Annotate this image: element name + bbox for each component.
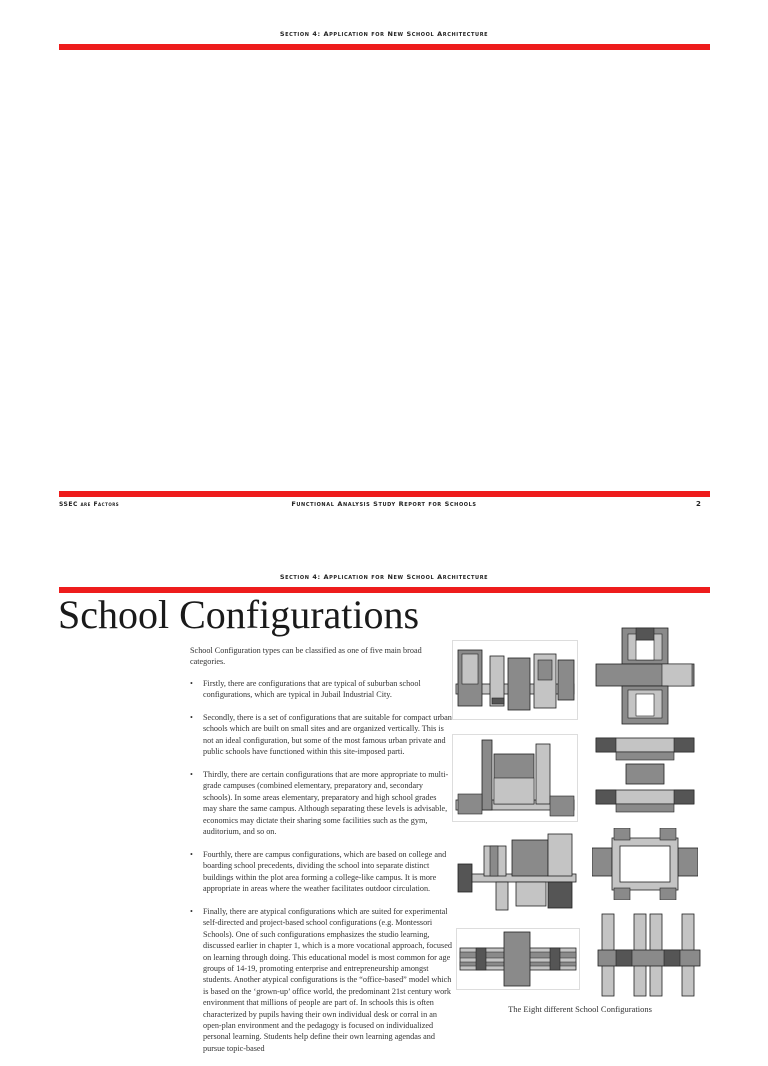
configuration-diagram-7	[456, 928, 580, 990]
list-item: • Secondly, there is a set of configurations that are suitable for compact urban schools which are built on small sites and are organized vertically. This is not an ideal configuration, but some of the most famous urban private and public schools have functioned within this site-imposed parti.	[190, 712, 452, 758]
configuration-diagram-6	[592, 828, 698, 900]
footer-rule	[59, 491, 710, 497]
configuration-diagram-2	[586, 626, 704, 726]
footer-report-title: Functional Analysis Study Report for Schools	[291, 500, 477, 508]
page-title: School Configurations	[58, 592, 420, 637]
page-header-top: Section 4: Application for New School Architecture	[279, 30, 489, 38]
configuration-diagram-4	[592, 734, 698, 818]
intro-paragraph: School Configuration types can be classified as one of five main broad categories.	[190, 646, 422, 667]
figure-caption: The Eight different School Configurations	[508, 1004, 652, 1014]
list-item: • Fourthly, there are campus configurations, which are based on college and boarding school precedents, dividing the school into separate distinct buildings within the plot area forming a college-like campus. It is more appropriate in areas where the weather facilitates outdoor circulation.	[190, 849, 452, 895]
configuration-diagram-1	[452, 640, 578, 720]
page-header-bottom: Section 4: Application for New School Architecture	[279, 573, 489, 581]
page-number: 2	[696, 500, 701, 508]
list-item: • Firstly, there are configurations that are typical of suburban school configurations, which are typical in Jubail Industrial City.	[190, 678, 452, 701]
configuration-list	[190, 678, 452, 1054]
header-rule-top	[59, 44, 710, 50]
configuration-diagram-8	[596, 910, 702, 1000]
configuration-diagram-5	[456, 830, 578, 912]
body-text	[190, 645, 452, 1066]
list-item: • Thirdly, there are certain configurations that are more appropriate to multi-grade campuses (combined elementary, preparatory and, secondary schools). In some areas elementary, preparatory and high school grades may share the same campus. Although separating these levels is advisable, economics may dictate their sharing some facilities such as the gym, auditorium, and so on.	[190, 769, 452, 837]
configuration-diagram-3	[452, 734, 578, 822]
list-item: • Finally, there are atypical configurations which are suited for experimental self-directed and project-based school configurations (e.g. Montessori Schools). One of such configurations emphasizes the studio learning, discussed earlier in chapter 1, which is a more vocational approach, focused on learning through doing. This educational model is most common for age groups of 14-19, promoting enterprise and entrepreneurship amongst students. Another atypical configurations is the “office-based” model which is based on the ‘grown-up’ office world, the predominant 21st century work environment that millions of people are part of. In schools this is often characterized by pupils having their own individual desk or corral in an open-plan environment and the pedagogy is focused on individualized personal learning. Students help define their own learning agendas and pursue topic-based	[190, 906, 452, 1054]
footer-organization: SSEC are Factors	[59, 501, 120, 508]
